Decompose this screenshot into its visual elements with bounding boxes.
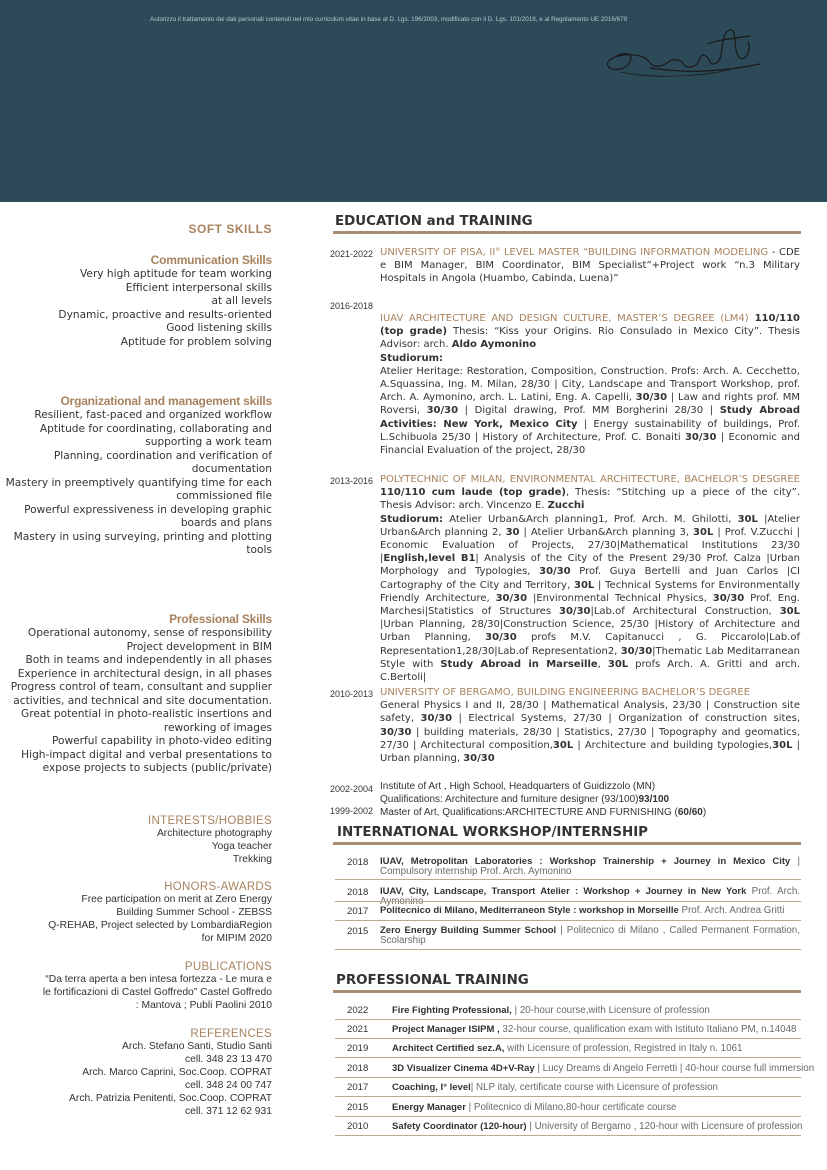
education-entry: [380, 246, 800, 286]
text-run: 60/60: [677, 807, 703, 818]
text-run: Study Abroad Activities: New York, Mexico City: [380, 405, 800, 430]
list-item: Yoga teacher: [211, 841, 272, 852]
communication-skills: [12, 253, 272, 349]
row-year: 2018: [347, 887, 369, 898]
professional-skills: [2, 612, 272, 776]
organizational-skills-title: Organizational and management skills: [60, 394, 272, 408]
row-title: Zero Energy Building Summer School: [380, 925, 557, 936]
education-thesis: Thesis: “Kiss your Origins. Rio Consulado in Mexico City”. Thesis Advisor: arch.: [380, 326, 800, 351]
row-description: | 20-hour course,with Licensure of profession: [511, 1005, 710, 1016]
row-title: Coaching, I° level: [392, 1082, 471, 1093]
list-item: [335, 1043, 805, 1054]
text-run: 30/30: [420, 713, 453, 725]
row-text: [380, 857, 800, 877]
text-run: Prof. Guya Bertelli and Juan Carlos |CI Cartography of the City and Territory,: [380, 566, 800, 591]
list-item: Architecture photography: [156, 828, 272, 839]
text-run: 30: [505, 526, 520, 538]
text-run: Prof. Eng. Marchesi|Statistics of Structures: [380, 592, 800, 618]
row-text: [380, 906, 800, 916]
organizational-skills: [2, 394, 272, 558]
list-item: : Mantova ; Publi Paolini 2010: [135, 1000, 272, 1011]
list-item: le fortificazioni di Castel Goffredo” Castel Goffredo: [42, 987, 272, 998]
education-studiorum: Studiorum:: [380, 352, 444, 364]
text-run: | Energy sustainability of buildings, Prof. L.Schibuola 25/30 | History of Architecture, Prof. C. Bonaiti: [380, 418, 800, 443]
list-item: cell. 348 23 13 470: [184, 1054, 272, 1065]
list-item: Operational autonomy, sense of responsibility: [27, 627, 272, 639]
row-divider: [335, 1116, 801, 1117]
row-year: 2010: [347, 1121, 369, 1132]
list-item: at all levels: [211, 295, 272, 307]
text-run: | Atelier Urban&Arch planning 3,: [519, 526, 694, 538]
row-title: IUAV, Metropolitan Laboratories : Workshop Trainership + Journey in Mexico City: [380, 856, 791, 867]
text-run: ,: [597, 658, 608, 670]
row-description: Prof. Arch. Andrea Gritti: [678, 905, 785, 916]
education-institution: IUAV ARCHITECTURE AND DESIGN CULTURE, MASTER’S DEGREE (LM4): [380, 313, 749, 324]
list-item: Free participation on merit at Zero Energy: [81, 894, 272, 905]
text-run: 30/30: [485, 632, 517, 644]
education-studiorum: Studiorum:: [380, 513, 444, 525]
education-institution: UNIVERSITY OF BERGAMO, BUILDING ENGINEERING BACHELOR’S DEGREE: [380, 687, 751, 698]
text-run: Study Abroad in Marseille: [440, 658, 598, 670]
list-item: for MIPIM 2020: [201, 933, 272, 944]
text-run: 30L: [772, 739, 793, 751]
text-run: | Law and rights prof. MM Roversi,: [380, 392, 800, 417]
text-run: | Analysis of the City of the Present 29/30 Prof. Calza |Urban Morphology and Typologies,: [380, 553, 800, 578]
list-item: Aptitude for problem solving: [120, 335, 272, 348]
list-item: Arch. Stefano Santi, Studio Santi: [122, 1041, 272, 1052]
list-item: “Da terra aperta a ben intesa fortezza - Le mura e: [45, 974, 272, 985]
row-description: | Compulsory internship Prof. Arch. Aymonino: [380, 856, 800, 877]
education-description: - CDE e BIM Manager, BIM Coordinator, BIM Specialist”+Project work “n.3 Military Hospitals in Angola (Huambo, Cabinda, Luena)”: [380, 247, 800, 285]
text-run: General Physics I and II, 28/30 | Mathematical Analysis, 23/30 | Construction site safety,: [380, 700, 800, 725]
honors-section: [2, 881, 272, 945]
education-institution: UNIVERSITY OF PISA, II° LEVEL MASTER “BUILDING INFORMATION MODELING: [380, 247, 769, 258]
text-run: 30/30: [559, 606, 591, 618]
text-run: | Technical Systems for Environmentally Friendly Architecture,: [380, 579, 800, 604]
soft-skills-title: SOFT SKILLS: [188, 222, 272, 236]
list-item: reworking of images: [163, 721, 272, 734]
education-institution: POLYTECHNIC OF MILAN, ENVIRONMENTAL ARCHITECTURE, BACHELOR’S DESGREE: [380, 474, 800, 485]
list-item: boards and plans: [180, 517, 272, 529]
education-entry: [380, 312, 800, 457]
text-run: 30/30: [380, 726, 412, 738]
list-item: tools: [246, 544, 272, 556]
references-section: [2, 1028, 272, 1118]
list-item: activities, and technical and site documentation.: [13, 694, 272, 707]
row-title: IUAV, City, Landscape, Transport Atelier : Workshop + Journey in New York: [380, 886, 747, 897]
list-item: supporting a work team: [145, 436, 272, 448]
row-year: 2019: [347, 1043, 369, 1054]
list-item: Building Summer School - ZEBSS: [116, 907, 272, 918]
text-run: 30/30: [426, 405, 459, 417]
education-year: 2016-2018: [330, 301, 374, 311]
text-run: 30L: [607, 658, 629, 670]
text-run: |Thematic Lab Meditarranean Style with: [380, 645, 800, 670]
education-grade: 110/110 (top grade): [380, 313, 801, 338]
row-year: 2021: [347, 1024, 369, 1035]
row-title: Energy Manager: [392, 1102, 466, 1113]
text-run: 30/30: [620, 645, 653, 657]
text-run: 30/30: [712, 592, 745, 604]
row-year: 2018: [347, 1063, 369, 1074]
row-year: 2022: [347, 1005, 369, 1016]
text-run: 30L: [552, 739, 574, 751]
text-run: | Prof. V.Zucchi | Economic Evaluation of Projects, 27/30|Mathematical Institutions 23/30 |: [380, 526, 800, 565]
communication-skills-title: Communication Skills: [150, 253, 272, 267]
list-item: Mastery in using surveying, printing and plotting: [13, 530, 272, 543]
text-run: profs Arch. A. Gritti and arch. C.Bertoli|: [380, 658, 801, 684]
text-run: 30L: [779, 606, 800, 618]
list-item: [335, 1063, 815, 1074]
interests-title: INTERESTS/HOBBIES: [148, 815, 272, 827]
text-run: | building materials, 28/30 | Statistics, 27/30 | Topography and geomatics, 27/30 | Architectural composition,: [380, 726, 800, 751]
row-divider: [335, 1135, 801, 1136]
row-divider: [335, 1077, 801, 1078]
references-title: REFERENCES: [190, 1028, 272, 1040]
list-item: expose projects to subjects (public/private): [42, 762, 272, 774]
text-run: | Urban planning,: [380, 739, 800, 765]
row-divider: [335, 1057, 801, 1058]
text-run: 30/30: [635, 392, 668, 404]
education-entry: [380, 780, 800, 806]
row-year: 2017: [347, 906, 369, 917]
honors-list: [2, 893, 272, 945]
text-run: 30/30: [495, 592, 528, 604]
education-year: 2013-2016: [330, 476, 374, 486]
text-run: Qualifications: Architecture and furniture designer (93/100): [380, 794, 639, 805]
education-divider: [333, 231, 801, 234]
row-title: Fire Fighting Professional,: [392, 1005, 512, 1016]
row-year: 2018: [347, 857, 369, 868]
list-item: Both in teams and independently in all phases: [25, 654, 272, 666]
list-item: Efficient interpersonal skills: [125, 281, 272, 294]
row-year: 2015: [347, 926, 369, 937]
text-run: English,level B1: [383, 553, 476, 565]
text-run: | Electrical Systems, 27/30 | Organization of construction sites,: [452, 713, 800, 725]
list-item: cell. 348 24 00 747: [184, 1080, 272, 1091]
text-run: 93/100: [638, 794, 670, 805]
text-run: Master of Art, Qualifications:ARCHITECTURE AND FURNISHING (: [380, 807, 678, 818]
workshop-title: INTERNATIONAL WORKSHOP/INTERNSHIP: [337, 825, 648, 840]
list-item: cell. 371 12 62 931: [184, 1106, 272, 1117]
education-year: 2002-2004: [330, 784, 374, 794]
text-run: 30L: [574, 579, 595, 591]
row-title: Architect Certified sez.A,: [392, 1043, 505, 1054]
list-item: Resilient, fast-paced and organized workflow: [34, 409, 272, 421]
row-title: Politecnico di Milano, Mediterraneon Style : workshop in Morseille: [380, 905, 679, 916]
text-run: 30/30: [463, 753, 495, 765]
row-description: with Licensure of profession, Registred in Italy n. 1061: [504, 1043, 743, 1054]
communication-skills-list: [12, 268, 272, 349]
row-divider: [335, 949, 801, 950]
list-item: Good listening skills: [166, 322, 272, 334]
education-entry: [380, 686, 800, 765]
text-run: | Economic and Financial Evaluation of the project, 28/30: [380, 431, 800, 457]
education-advisor: Aldo Aymonino: [451, 339, 537, 351]
list-item: Great potential in photo-realistic insertions and: [21, 708, 272, 720]
honors-title: HONORS-AWARDS: [164, 881, 272, 893]
list-item: Very high aptitude for team working: [80, 268, 272, 280]
list-item: Trekking: [232, 854, 272, 865]
education-year: 1999-2002: [330, 806, 374, 816]
text-run: |Urban Planning, 28/30|Construction Science, 25/30 |History of Architecture and Urban Planning,: [380, 619, 800, 644]
row-divider: [335, 1038, 801, 1039]
workshop-divider: [333, 842, 801, 845]
list-item: [335, 1082, 805, 1093]
row-description: Prof. Arch.: [751, 886, 800, 897]
text-run: |Lab.of Architectural Construction,: [590, 606, 780, 618]
list-item: Arch. Marco Caprini, Soc.Coop. COPRAT: [82, 1067, 272, 1078]
text-run: | Architecture and building typologies,: [573, 739, 773, 751]
consent-notice: Autorizzo il trattamento dei dati personali contenuti nel mio curriculum vitae in base al D. Lgs. 196/2003, modificato con il D. Lgs. 101/2018, e al Regolamento UE 2016/679: [150, 16, 628, 23]
text-run: |Atelier Urban&Arch planning 2,: [380, 513, 801, 538]
row-description: 32-hour course, qualification exam with Istituto Italiano PM, n.14048: [499, 1024, 797, 1035]
text-run: profs M.V. Capitanucci , G. Piccarolo|Lab.of Representation1,28/30|Lab.of Representation2,: [380, 632, 800, 657]
list-item: Powerful capability in photo-video editing: [51, 735, 272, 747]
text-run: 30/30: [684, 431, 717, 443]
education-advisor: Zucchi: [547, 500, 585, 512]
text-run: Atelier Heritage: Restoration, Composition, Construction. Profs: Arch. A. Cecchetto, A.Squassina, Ing. M. Milan, 28/30 | City, Landscape and Transport Workshop, prof. Arch. A. Aymonino, arch. L. Latini, Eng. A. Capelli,: [380, 365, 800, 404]
row-text: [380, 887, 800, 907]
text-run: Atelier Urban&Arch planning1, Prof. Arch. M. Ghilotti,: [443, 513, 738, 525]
text-run: 30L: [737, 513, 758, 525]
text-run: |Environmental Technical Physics,: [527, 592, 713, 604]
list-item: documentation: [191, 463, 272, 475]
text-run: ): [702, 807, 707, 818]
list-item: commissioned file: [176, 490, 272, 502]
row-divider: [335, 1019, 801, 1020]
row-divider: [335, 1096, 801, 1097]
row-description: | Politecnico di Milano,80-hour certificate course: [465, 1102, 677, 1113]
publications-section: [2, 961, 272, 1012]
list-item: Project development in BIM: [126, 640, 272, 653]
interests-section: [2, 815, 272, 866]
list-item: Planning, coordination and verification of: [53, 449, 272, 462]
professional-training-title: PROFESSIONAL TRAINING: [336, 973, 529, 988]
list-item: Dynamic, proactive and results-oriented: [58, 308, 272, 321]
references-list: [2, 1040, 272, 1118]
education-year: 2010-2013: [330, 689, 374, 699]
row-description: | NLP italy, certificate course with Licensure of profession: [470, 1082, 718, 1093]
row-title: Project Manager ISIPM ,: [392, 1024, 500, 1035]
education-entry: [380, 806, 800, 819]
list-item: Mastery in preemptively quantifying time for each: [5, 476, 272, 489]
list-item: [335, 1121, 805, 1132]
list-item: [335, 1024, 805, 1035]
professional-training-divider: [333, 990, 801, 993]
publications-title: PUBLICATIONS: [184, 961, 272, 973]
professional-skills-list: [2, 627, 272, 776]
row-description: | University of Bergamo , 120-hour with Licensure of profession: [526, 1121, 803, 1132]
organizational-skills-list: [2, 409, 272, 558]
education-thesis: , Thesis: “Stitching up a piece of the city”. Thesis Advisor: arch. Vincenzo E.: [380, 487, 800, 512]
row-divider: [335, 901, 801, 902]
text-run: | Digital drawing, Prof. MM Borgherini 28/30 |: [458, 405, 720, 417]
list-item: [335, 1102, 805, 1113]
text-run: Institute of Art , High School, Headquarters of Guidizzolo (MN): [380, 781, 656, 792]
row-divider: [335, 879, 801, 880]
interests-list: [2, 827, 272, 866]
row-divider: [335, 920, 801, 921]
text-run: 30L: [693, 526, 714, 538]
list-item: Experience in architectural design, in all phases: [17, 667, 272, 680]
row-year: 2015: [347, 1102, 369, 1113]
education-title: EDUCATION and TRAINING: [335, 214, 533, 229]
list-item: High-impact digital and verbal presentations to: [21, 748, 272, 761]
row-title: Safety Coordinator (120-hour): [392, 1121, 527, 1132]
list-item: [335, 1005, 805, 1016]
professional-skills-title: Professional Skills: [169, 612, 272, 626]
list-item: Arch. Patrizia Penitenti, Soc.Coop. COPRAT: [69, 1093, 272, 1104]
publications-list: [2, 973, 272, 1012]
row-description: | Lucy Dreams di Angelo Ferretti | 40-hour course full immersion: [534, 1063, 815, 1074]
row-title: 3D Visualizer Cinema 4D+V-Ray: [392, 1063, 535, 1074]
education-entry: [380, 473, 800, 684]
education-grade: 110/110 cum laude (top grade): [380, 487, 567, 499]
text-run: 30/30: [539, 566, 571, 578]
education-year: 2021-2022: [330, 249, 374, 259]
row-text: [380, 926, 800, 946]
list-item: Progress control of team, consultant and supplier: [10, 681, 272, 693]
list-item: Powerful expressiveness in developing graphic: [24, 503, 272, 516]
signature-image: [590, 22, 770, 82]
row-year: 2017: [347, 1082, 369, 1093]
list-item: Aptitude for coordinating, collaborating and: [39, 422, 272, 435]
row-description: | Politecnico di Milano , Called Permanent Formation, Scolarship: [380, 925, 800, 946]
list-item: Q-REHAB, Project selected by LombardiaRegion: [48, 920, 272, 931]
